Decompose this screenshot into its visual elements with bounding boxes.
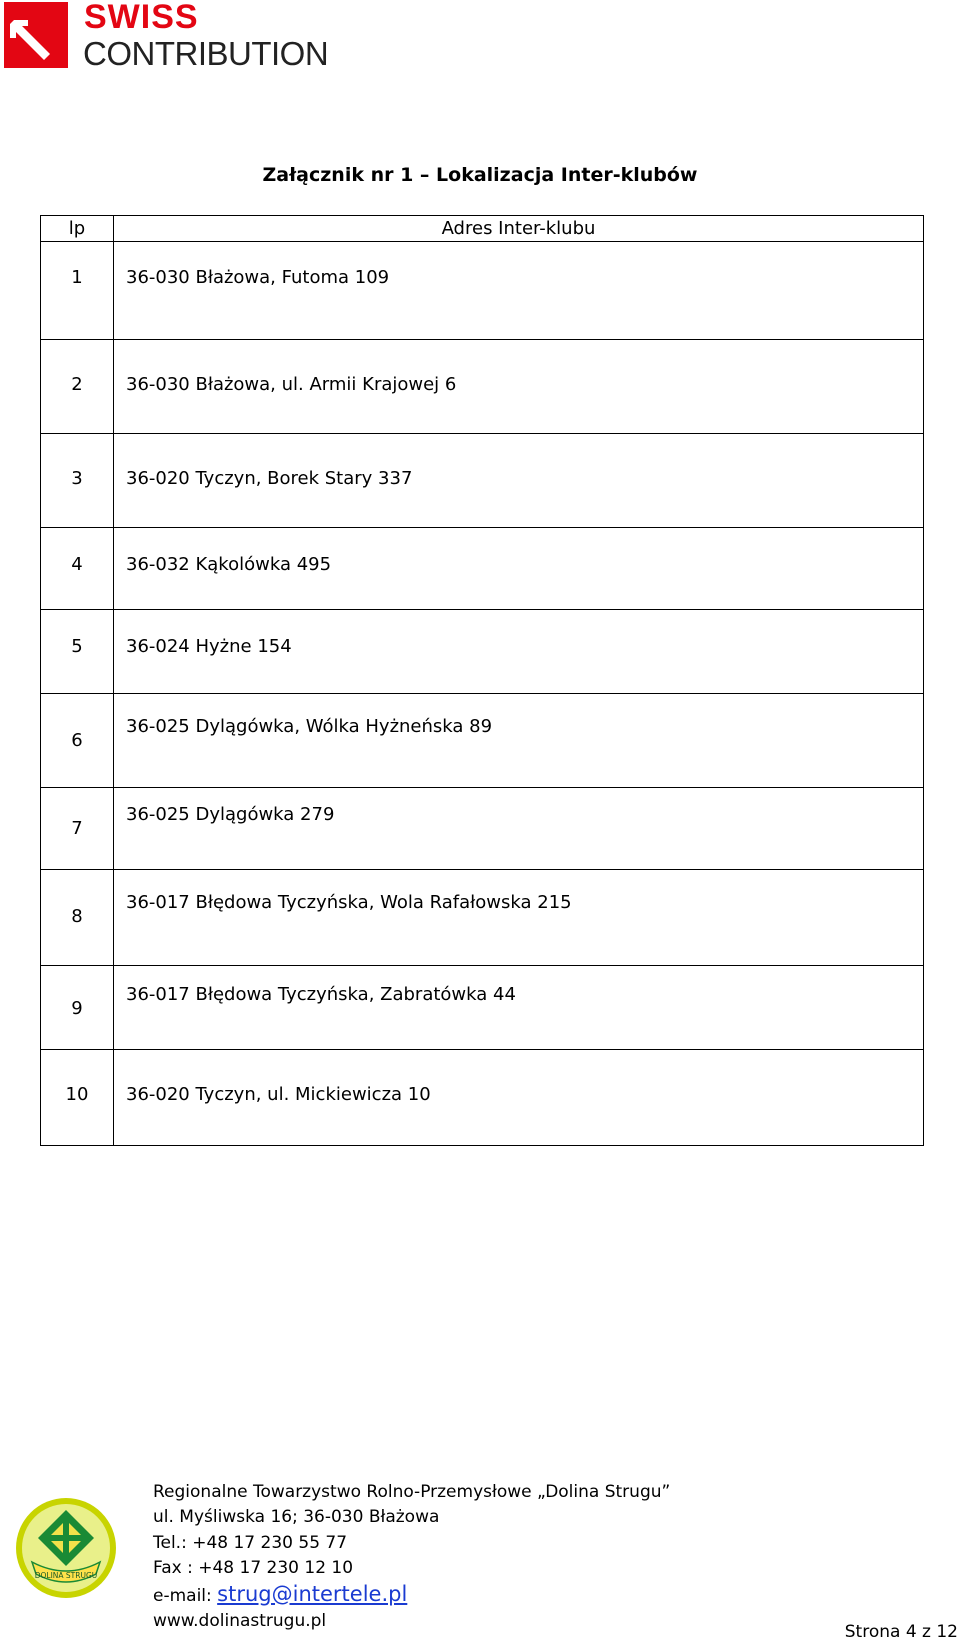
footer-www[interactable]: www.dolinastrugu.pl [153, 1611, 327, 1632]
footer-tel: Tel.: +48 17 230 55 77 [153, 1532, 348, 1553]
table-row [41, 788, 924, 870]
footer-fax: Fax : +48 17 230 12 10 [153, 1558, 354, 1579]
row-address: 36-032 Kąkolówka 495 [114, 528, 924, 610]
page-footer [0, 1470, 960, 1636]
row-number: 4 [41, 528, 114, 610]
row-address: 36-030 Błażowa, Futoma 109 [114, 242, 924, 340]
row-address: 36-020 Tyczyn, Borek Stary 337 [114, 434, 924, 528]
table-row [41, 694, 924, 788]
dolina-strugu-logo [14, 1496, 118, 1600]
row-number: 5 [41, 610, 114, 694]
page-number: Strona 4 z 12 [844, 1622, 958, 1642]
footer-email-label: e-mail: [153, 1585, 218, 1606]
row-address: 36-025 Dylągówka 279 [114, 788, 924, 870]
table-header-row [41, 216, 924, 242]
logo-text-swiss: SWISS [84, 0, 199, 36]
row-number: 6 [41, 694, 114, 788]
row-number: 7 [41, 788, 114, 870]
column-header-lp: lp [41, 216, 114, 242]
table-row [41, 434, 924, 528]
swiss-contribution-logo-mark [4, 2, 68, 68]
row-address: 36-017 Błędowa Tyczyńska, Wola Rafałowska 215 [114, 870, 924, 966]
logo-text-contribution: CONTRIBUTION [83, 35, 329, 72]
footer-org: Regionalne Towarzystwo Rolno-Przemysłowe „Dolina Strugu” [153, 1482, 671, 1502]
row-number: 8 [41, 870, 114, 966]
footer-email-line [153, 1582, 670, 1609]
table-row [41, 610, 924, 694]
swiss-contribution-logo [4, 0, 329, 72]
row-number: 2 [41, 340, 114, 434]
table-row [41, 242, 924, 340]
footer-street: ul. Myśliwska 16; 36-030 Błażowa [153, 1507, 440, 1528]
inter-club-table [40, 215, 924, 1146]
table-row [41, 966, 924, 1050]
row-number: 1 [41, 242, 114, 340]
row-address: 36-017 Błędowa Tyczyńska, Zabratówka 44 [114, 966, 924, 1050]
dolina-strugu-logo-text: DOLINA STRUGU [34, 1571, 98, 1580]
row-number: 9 [41, 966, 114, 1050]
table-row [41, 340, 924, 434]
table-row [41, 870, 924, 966]
row-address: 36-025 Dylągówka, Wólka Hyżneńska 89 [114, 694, 924, 788]
row-address: 36-024 Hyżne 154 [114, 610, 924, 694]
row-number: 3 [41, 434, 114, 528]
column-header-address: Adres Inter-klubu [114, 216, 924, 242]
footer-email-link[interactable]: strug@intertele.pl [217, 1581, 408, 1606]
page-title: Załącznik nr 1 – Lokalizacja Inter-klubów [262, 164, 698, 186]
footer-contact [153, 1480, 670, 1634]
row-address: 36-020 Tyczyn, ul. Mickiewicza 10 [114, 1050, 924, 1146]
row-address: 36-030 Błażowa, ul. Armii Krajowej 6 [114, 340, 924, 434]
table-row [41, 1050, 924, 1146]
table-row [41, 528, 924, 610]
row-number: 10 [41, 1050, 114, 1146]
